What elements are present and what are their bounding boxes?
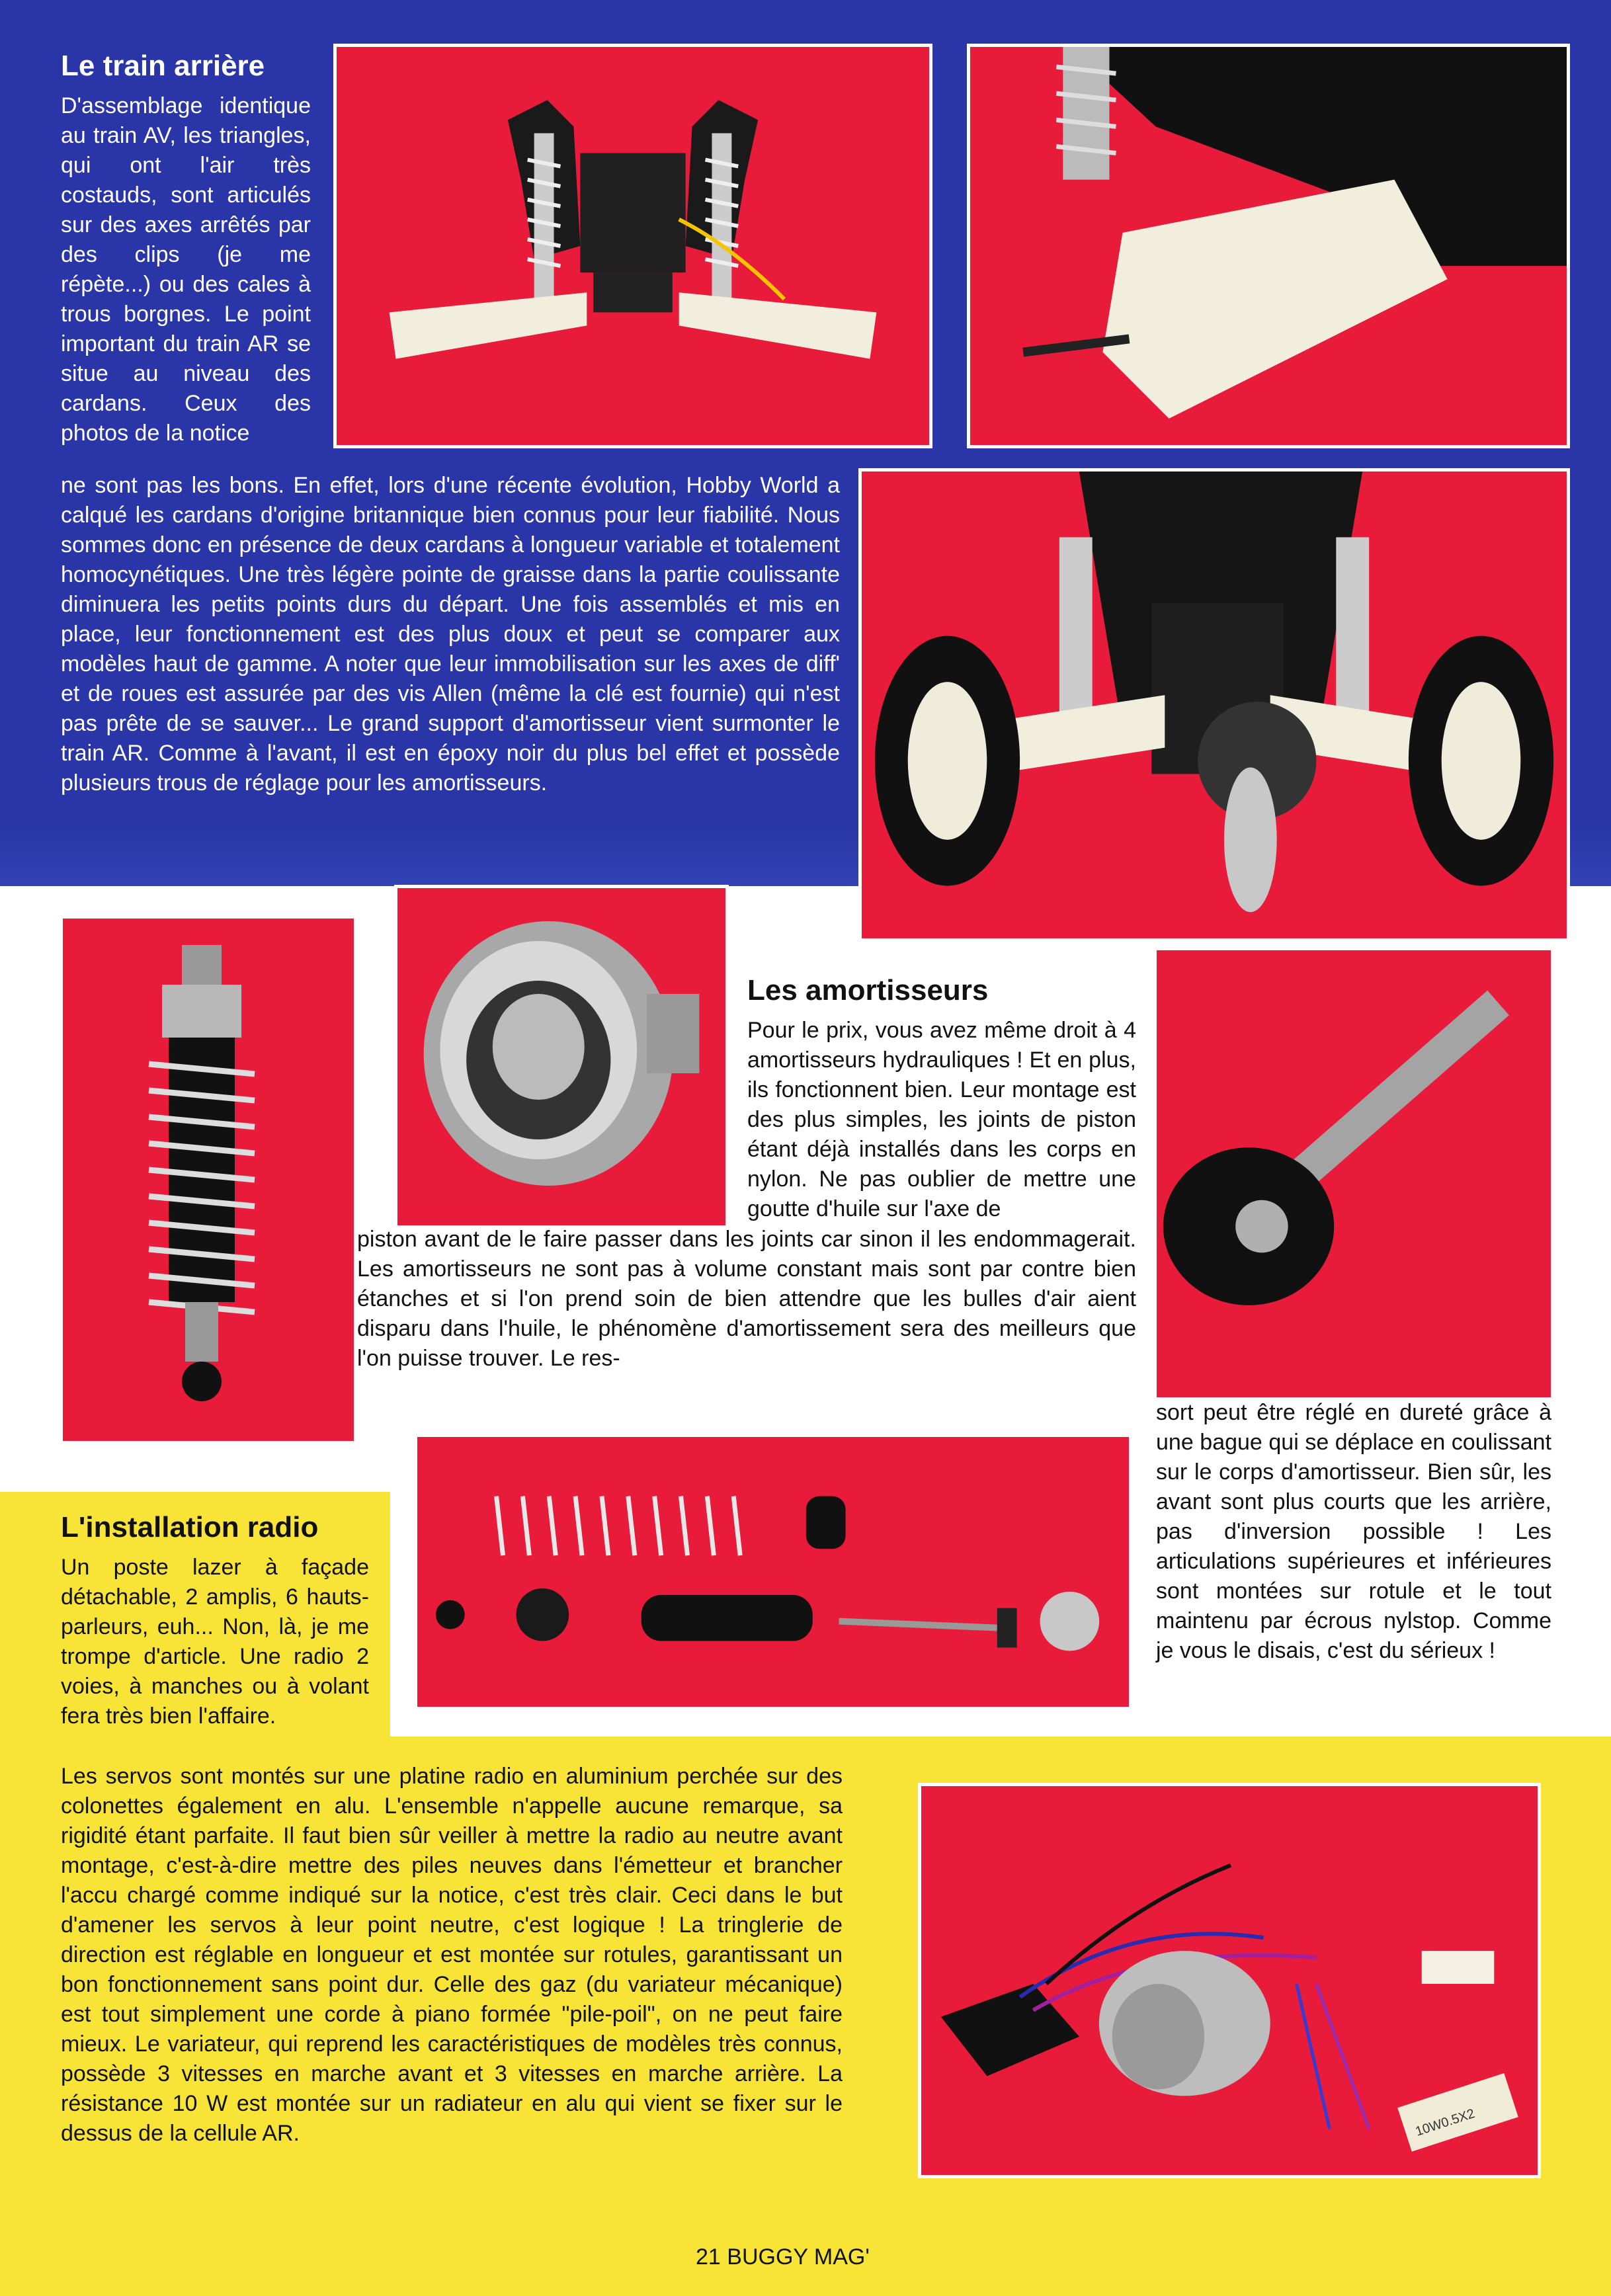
rear-section-title: Le train arrière <box>61 50 265 82</box>
shocks-section-title: Les amortisseurs <box>747 974 989 1006</box>
photo-shock-absorber <box>60 915 357 1444</box>
photo-motor-variator <box>918 1783 1541 2178</box>
radio-section-title: L'installation radio <box>61 1511 319 1543</box>
photo-arm-closeup <box>967 44 1570 448</box>
shocks-section-text-narrow: Pour le prix, vous avez même droit à 4 amortisseurs hydrauliques ! Et en plus, ils fonctionnent bien. Leur montage est des plus simples, les joints de piston étant déjà installés dans les corps en nylon. Ne pas oublier de mettre une goutte d'huile sur l'axe de <box>747 1018 1136 1221</box>
photo-shock-parts <box>414 1434 1132 1710</box>
arm-closeup-illustration <box>970 47 1567 445</box>
rear-section-text-wide: ne sont pas les bons. En effet, lors d'une récente évolution, Hobby World a calqué les cardans d'origine britannique bien connus pour leur fiabilité. Nous sommes donc en présence de deux cardans à longueur variable et totalement homocynétiques. Une très légère pointe de graisse dans la partie coulissante diminuera les petits points durs du départ. Une fois assemblés et mis en place, leur fonctionnement est des plus doux et peut se comparer aux modèles haut de gamme. A noter que leur immobilisation sur les axes de diff' et de roues est assurée par des vis Allen (même la clé est fournie) qui n'est pas prête de se sauver... Le grand support d'amortisseur vient surmonter le train AR. Comme à l'avant, il est en époxy noir du plus bel effet et possède plusieurs trous de réglage pour les amortisseurs. <box>61 473 840 796</box>
rear-section-text-narrow: D'assemblage identique au train AV, les triangles, qui ont l'air très costauds, sont articulés sur des axes arrêtés par des clips (je me répète...) ou des cales à trous borgnes. Le point important du train AR se situe au niveau des cardans. Ceux des photos de la notice <box>61 93 311 446</box>
photo-rear-wheels <box>858 468 1570 942</box>
photo-piston-rod <box>1153 947 1554 1401</box>
photo-rear-suspension <box>333 44 932 448</box>
resistor-label: 10W0.5X2 <box>1413 2106 1477 2139</box>
photo-shock-cap <box>394 885 729 1229</box>
motor-variator-illustration <box>921 1786 1538 2175</box>
piston-rod-illustration <box>1157 950 1551 1397</box>
shocks-section-text-wide: piston avant de le faire passer dans les joints car sinon il les endommagerait. Les amortisseurs ne sont pas à volume constant mais sont par contre bien étanches et si l'on prend soin de bien attendre que les bulles d'air aient disparu dans l'huile, le phénomène d'amortissement sera des meilleurs que l'on puisse trouver. Le res- <box>357 1227 1136 1371</box>
shock-parts-illustration <box>417 1437 1129 1707</box>
rear-wheels-illustration <box>862 472 1567 938</box>
shocks-section-text-continued: sort peut être réglé en dureté grâce à une bague qui se déplace en coulissant sur le corps d'amortisseur. Bien sûr, les avant sont plus courts que les arrière, pas d'inversion possible ! Les articulations supérieures et inférieures sont montées sur rotule et le tout maintenu par écrous nylstop. Comme je vous le disais, c'est du sérieux ! <box>1156 1400 1551 1663</box>
shock-cap-illustration <box>397 888 725 1225</box>
page-footer: 21 BUGGY MAG' <box>696 2244 870 2270</box>
shock-absorber-illustration <box>63 919 354 1441</box>
rear-suspension-illustration <box>337 47 929 445</box>
radio-section-text-narrow: Un poste lazer à façade détachable, 2 amplis, 6 hauts- parleurs, euh... Non, là, je me trompe d'article. Une radio 2 voies, à manches ou à volant fera très bien l'affaire. <box>61 1555 369 1729</box>
radio-section-text-wide: Les servos sont montés sur une platine radio en aluminium perchée sur des colonettes également en alu. L'ensemble n'appelle aucune remarque, sa rigidité étant parfaite. Il faut bien sûr veiller à mettre la radio au neutre avant montage, c'est-à-dire mettre des piles neuves dans l'émetteur et brancher l'accu chargé comme indiqué sur la notice, c'est très clair. Ceci dans le but d'amener les servos à leur point neutre, c'est logique ! La tringlerie de direction est réglable en longueur et est montée sur rotules, garantissant un bon fonctionnement sans point dur. Celle des gaz (du variateur mécanique) est tout simplement une corde à piano formée "pile-poil", on ne peut faire mieux. Le variateur, qui reprend les caractéristiques de modèles très connus, possède 3 vitesses en marche avant et 3 vitesses en marche arrière. La résistance 10 W est montée sur un radiateur en alu qui vient se fixer sur le dessus de la cellule AR. <box>61 1764 843 2146</box>
